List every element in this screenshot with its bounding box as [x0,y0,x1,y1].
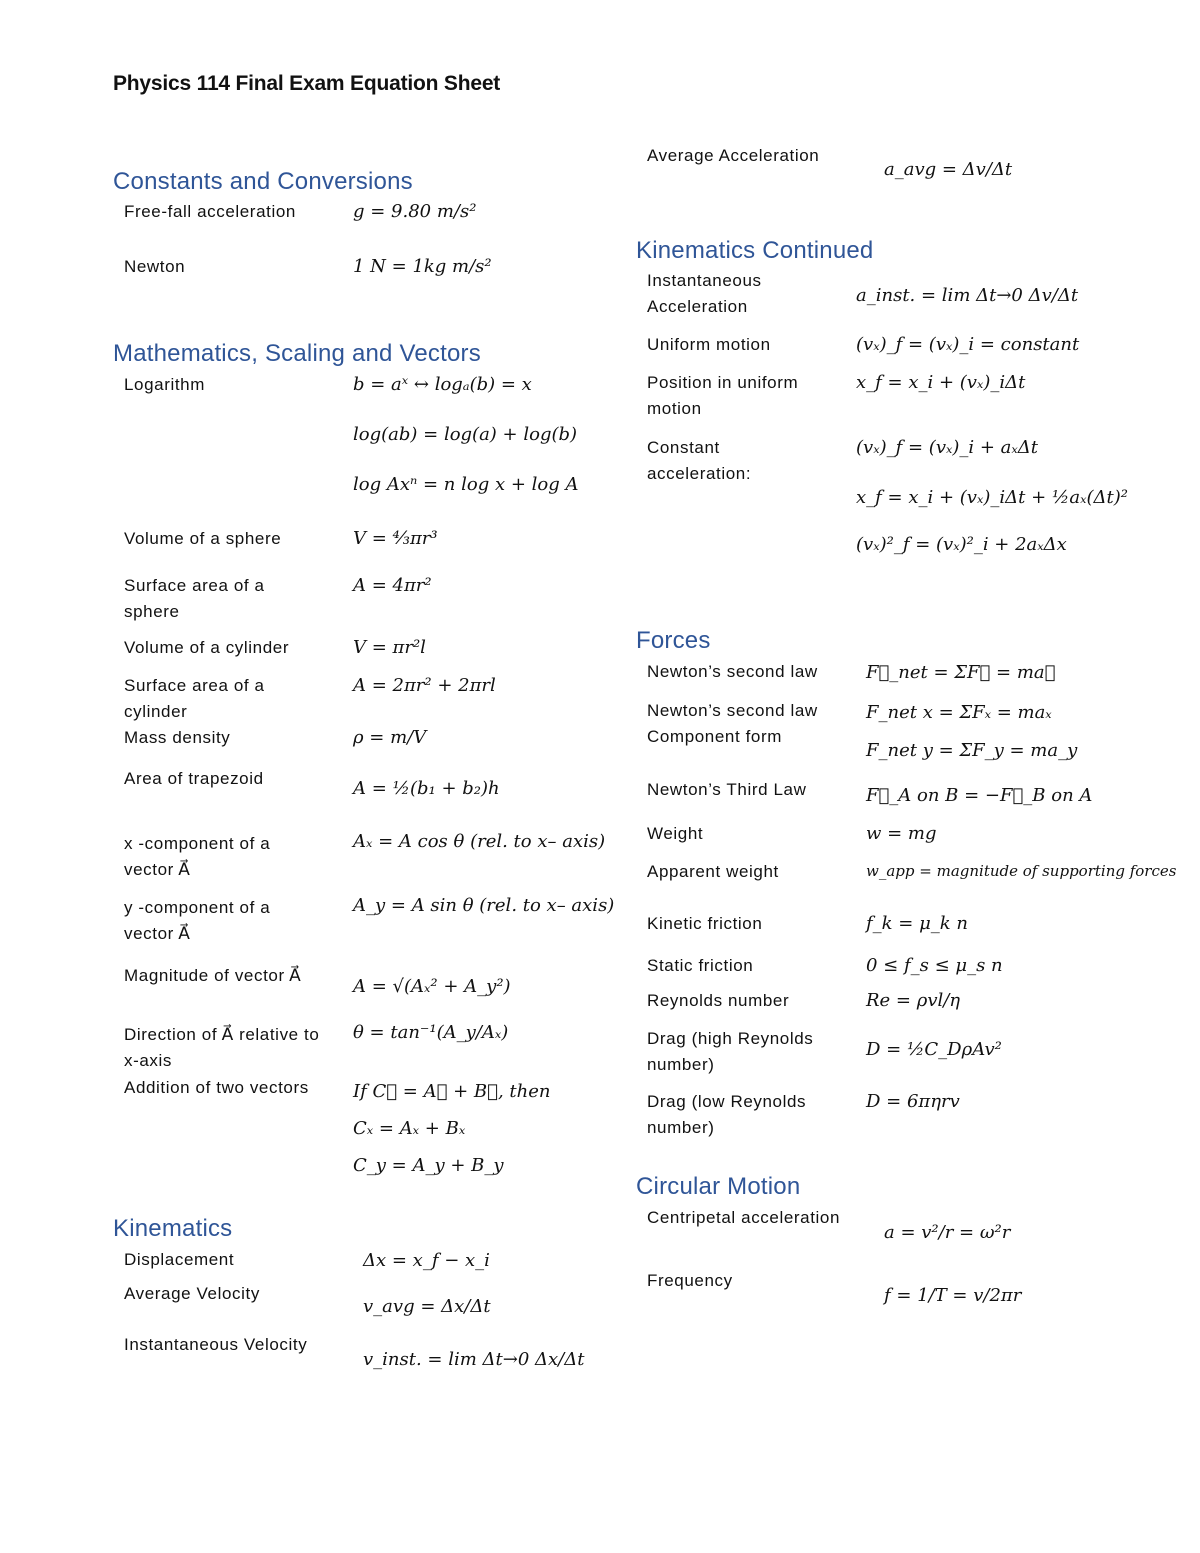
label-apparent: Apparent weight [647,862,779,881]
label-drag-low: Drag (low Reynolds number) [647,1092,807,1137]
label-sphere-volume: Volume of a sphere [124,529,282,548]
eq-const-accel-2: x_f = x_i + (vₓ)_iΔt + ½aₓ(Δt)² [856,487,1128,508]
label-sphere-area: Surface area of a sphere [124,576,265,621]
label-frequency: Frequency [647,1271,733,1290]
eq-avg-velocity: v_avg = Δx/Δt [363,1296,491,1317]
label-magnitude: Magnitude of vector A⃗ [124,966,302,985]
eq-const-accel-3: (vₓ)²_f = (vₓ)²_i + 2aₓΔx [856,534,1067,555]
label-inst-accel: Instantaneous Acceleration [647,271,762,316]
label-drag-high: Drag (high Reynolds number) [647,1029,814,1074]
heading-kinematics: Kinematics [113,1215,233,1242]
label-y-component: y -component of a vector A⃗ [124,898,271,943]
eq-cylinder-area: A = 2πr² + 2πrl [353,675,496,696]
eq-component-1: F_net x = ΣFₓ = maₓ [866,702,1052,723]
label-density: Mass density [124,728,231,747]
eq-log-2: log(ab) = log(a) + log(b) [353,424,578,445]
eq-frequency: f = 1/T = v/2πr [884,1285,1022,1306]
heading-forces: Forces [636,627,711,654]
label-logarithm: Logarithm [124,375,205,394]
eq-direction: θ = tan⁻¹(A_y/Aₓ) [353,1022,509,1043]
page-title: Physics 114 Final Exam Equation Sheet [113,72,501,95]
heading-circular: Circular Motion [636,1173,801,1200]
label-trapezoid: Area of trapezoid [124,769,264,788]
eq-free-fall: g = 9.80 m/s² [353,201,477,222]
eq-log-3: log Axⁿ = n log x + log A [353,474,579,495]
label-addition: Addition of two vectors [124,1078,309,1097]
heading-kinematics-continued: Kinematics Continued [636,237,874,264]
eq-third-law: F⃗_A on B = −F⃗_B on A [866,785,1093,806]
eq-displacement: Δx = x_f − x_i [363,1250,490,1271]
heading-constants: Constants and Conversions [113,168,413,195]
eq-y-component: A_y = A sin θ (rel. to x– axis) [353,895,615,916]
eq-sphere-volume: V = ⁴⁄₃πr³ [353,528,438,549]
label-x-component: x -component of a vector A⃗ [124,834,271,879]
eq-addition-1: If C⃗ = A⃗ + B⃗, then [353,1081,551,1102]
label-cylinder-area: Surface area of a cylinder [124,676,265,721]
eq-static: 0 ≤ f_s ≤ μ_s n [866,955,1003,976]
eq-kinetic: f_k = μ_k n [866,913,969,934]
eq-centripetal: a = v²/r = ω²r [884,1222,1011,1243]
eq-drag-low: D = 6πηrv [866,1091,960,1112]
label-newton: Newton [124,257,186,276]
eq-addition-2: Cₓ = Aₓ + Bₓ [353,1118,466,1139]
eq-position: x_f = x_i + (vₓ)_iΔt [856,372,1026,393]
label-centripetal: Centripetal acceleration [647,1208,840,1227]
eq-const-accel-1: (vₓ)_f = (vₓ)_i + aₓΔt [856,437,1039,458]
eq-weight: w = mg [866,823,937,844]
label-weight: Weight [647,824,704,843]
eq-x-component: Aₓ = A cos θ (rel. to x– axis) [353,831,606,852]
label-free-fall: Free-fall acceleration [124,202,296,221]
label-reynolds: Reynolds number [647,991,790,1010]
label-displacement: Displacement [124,1250,235,1269]
eq-newton: 1 N = 1kg m/s² [353,256,492,277]
label-position: Position in uniform motion [647,373,799,418]
heading-math: Mathematics, Scaling and Vectors [113,340,481,367]
eq-inst-accel: a_inst. = lim Δt→0 Δv/Δt [856,285,1079,306]
label-second-law: Newton’s second law [647,662,818,681]
label-static: Static friction [647,956,754,975]
label-avg-accel: Average Acceleration [647,146,820,165]
eq-trapezoid: A = ½(b₁ + b₂)h [353,778,500,799]
eq-apparent: w_app = magnitude of supporting forces [866,862,1177,880]
label-const-accel: Constant acceleration: [647,438,752,483]
label-cylinder-volume: Volume of a cylinder [124,638,290,657]
eq-log-1: b = aˣ ↔ logₐ(b) = x [353,374,532,395]
label-inst-velocity: Instantaneous Velocity [124,1335,308,1354]
label-kinetic: Kinetic friction [647,914,763,933]
label-direction: Direction of A⃗ relative to x-axis [124,1025,320,1070]
label-avg-velocity: Average Velocity [124,1284,260,1303]
eq-cylinder-volume: V = πr²l [353,637,426,658]
eq-sphere-area: A = 4πr² [353,575,432,596]
label-uniform: Uniform motion [647,335,771,354]
label-third-law: Newton’s Third Law [647,780,807,799]
eq-reynolds: Re = ρvl/η [866,990,961,1011]
eq-density: ρ = m/V [353,727,427,748]
label-component-form: Newton’s second law Component form [647,701,818,746]
eq-avg-accel: a_avg = Δv/Δt [884,159,1013,180]
eq-inst-velocity: v_inst. = lim Δt→0 Δx/Δt [363,1349,585,1370]
eq-component-2: F_net y = ΣF_y = ma_y [866,740,1078,761]
eq-second-law: F⃗_net = ΣF⃗ = ma⃗ [866,662,1056,683]
eq-uniform: (vₓ)_f = (vₓ)_i = constant [856,334,1080,355]
eq-magnitude: A = √(Aₓ² + A_y²) [353,976,511,997]
eq-drag-high: D = ½C_DρAv² [866,1039,1002,1060]
eq-addition-3: C_y = A_y + B_y [353,1155,504,1176]
